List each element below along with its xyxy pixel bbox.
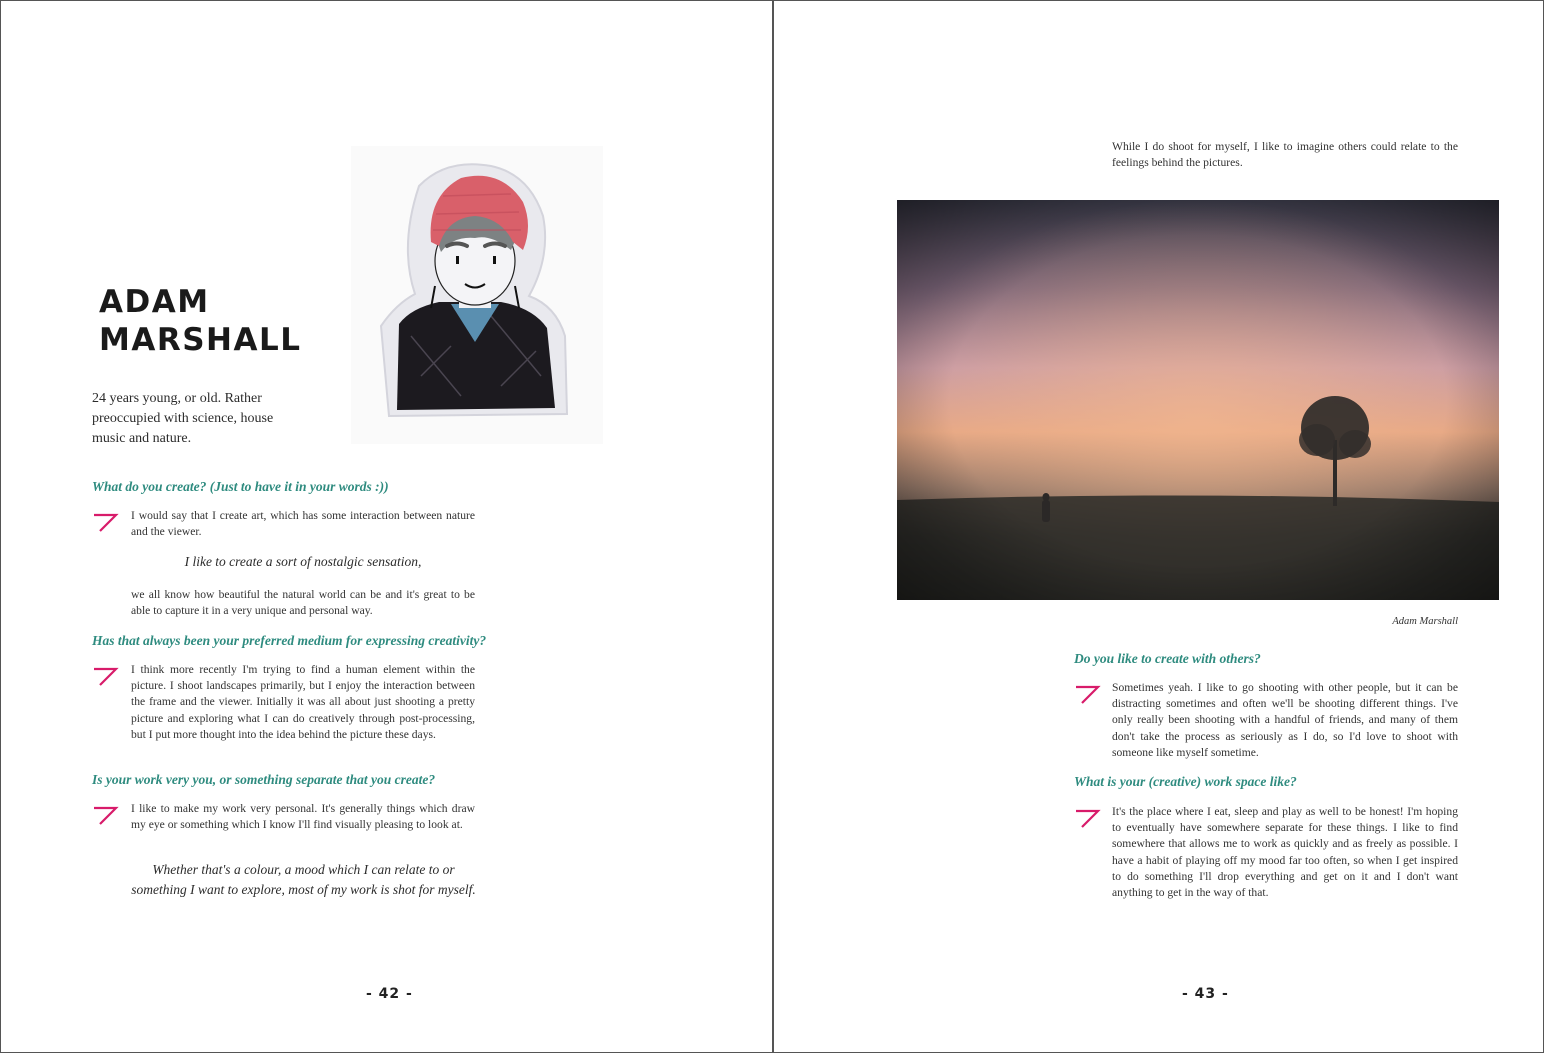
right-page [773,0,1544,1053]
answer-4: Sometimes yeah. I like to go shooting with other people, but it can be distracting sometimes and often we'll be shooting different things. I've only really been shooting with a handful of friends, and many of them don't take the process as seriously as I do, so I'd love to shoot with someone like myself sometime. [1112,681,1458,759]
answer-2: I think more recently I'm trying to find a human element within the picture. I shoot landscapes primarily, but I enjoy the interaction between the frame and the viewer. Initially it was all about just shooting a pretty picture and exploring what I can do creatively through post-processing, but I put more thought into the idea behind the picture these days. [131,663,475,741]
answer-1: I would say that I create art, which has some interaction between nature and the viewer. [131,509,475,539]
answer-3: I like to make my work very personal. It's generally things which draw my eye or something which I know I'll find visually pleasing to look at. [131,802,475,832]
landscape-photo [897,200,1499,600]
photo-caption: Adam Marshall [1392,616,1458,627]
portrait-drawing [351,146,603,444]
question-4: Do you like to create with others? [1074,651,1261,666]
page-number-right: - 43 - [1182,986,1229,1002]
pull-quote-1: I like to create a sort of nostalgic sensation, [184,554,422,569]
question-1: What do you create? (Just to have it in your words :)) [92,479,389,494]
left-page [0,0,773,1053]
question-5: What is your (creative) work space like? [1074,774,1297,789]
answer-mark-icon [1074,683,1102,705]
profile-name [99,283,301,359]
intro-text: While I do shoot for myself, I like to imagine others could relate to the feelings behind the pictures. [1112,140,1458,170]
name-first: ADAM [99,284,210,320]
name-last: MARSHALL [99,322,302,358]
answer-mark-icon [92,804,120,826]
question-2: Has that always been your preferred medium for expressing creativity? [92,633,487,648]
pull-quote-2: Whether that's a colour, a mood which I can relate to or something I want to explore, most of my work is shot for myself. [131,862,476,897]
portrait-illustration [351,146,603,444]
answer-mark-icon [1074,807,1102,829]
answer-mark-icon [92,665,120,687]
profile-bio: 24 years young, or old. Rather preoccupied with science, house music and nature. [92,391,274,446]
answer-1-continued: we all know how beautiful the natural world can be and it's great to be able to capture it in a very unique and personal way. [131,588,475,618]
page-number-left: - 42 - [366,986,413,1002]
question-3: Is your work very you, or something separate that you create? [92,772,436,787]
answer-5: It's the place where I eat, sleep and play as well to be honest! I'm hoping to eventually have somewhere separate for these things. I like to find somewhere that allows me to work as quickly and as freely as possible. I have a habit of playing off my mood far too often, so when I get inspired to do something I'll drop everything and get on it and I don't want anything to get in the way of that. [1112,805,1458,900]
answer-mark-icon [92,511,120,533]
misty-field-photo [897,200,1499,600]
